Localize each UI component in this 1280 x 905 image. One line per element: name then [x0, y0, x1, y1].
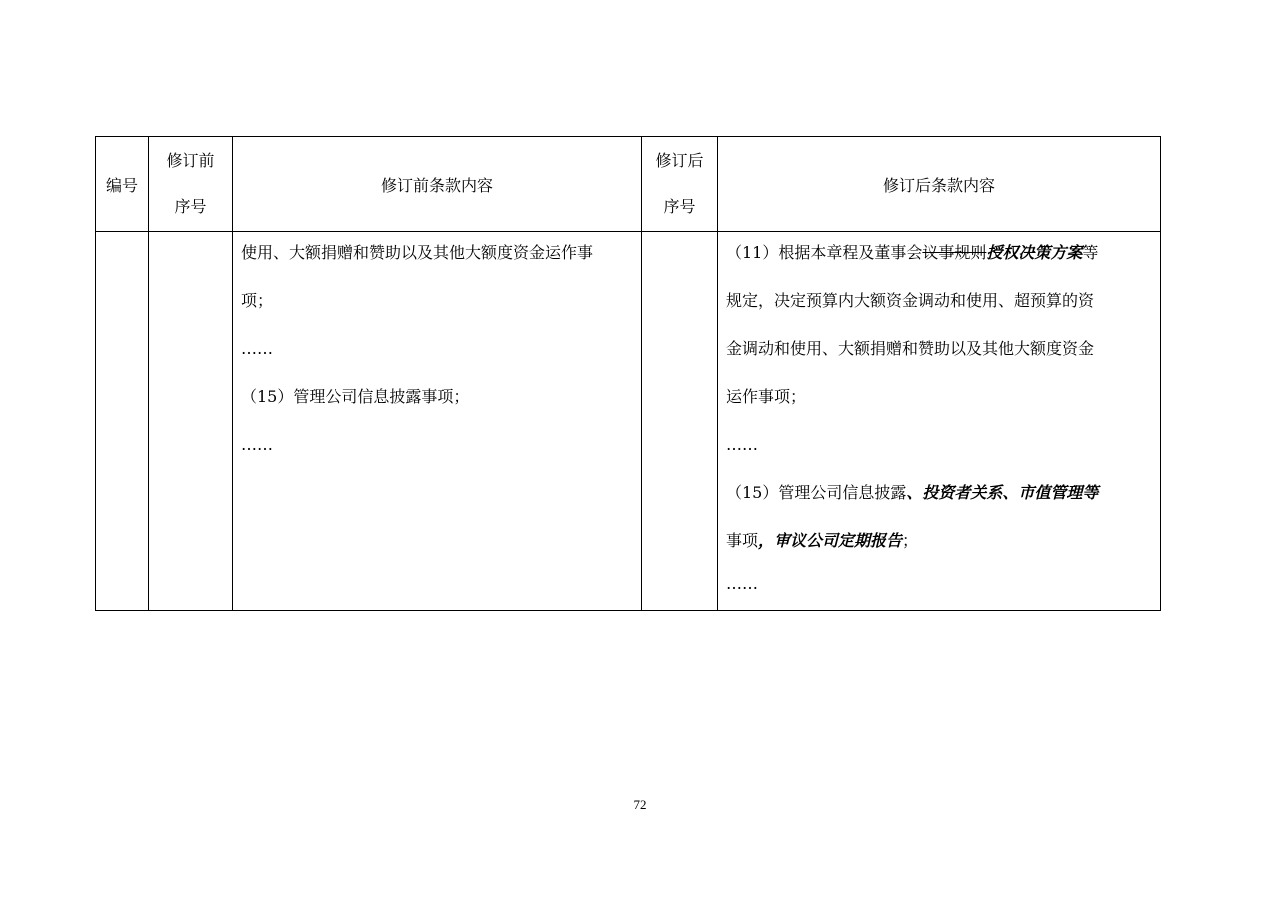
new-line-3: 金调动和使用、大额捐赠和赞助以及其他大额度资金: [726, 339, 1095, 358]
header-new-content: 修订后条款内容: [718, 137, 1161, 232]
cell-old-content: [233, 232, 642, 611]
old-line-1: 使用、大额捐赠和赞助以及其他大额度资金运作事: [241, 243, 594, 262]
new-item-11-prefix: （11）根据本章程及董事会: [726, 243, 923, 262]
header-old-seq-line2: 序号: [174, 197, 207, 216]
new-item-15-line2-prefix: 事项: [726, 531, 759, 550]
table-row: [96, 232, 1161, 611]
header-new-seq-line2: 序号: [663, 197, 696, 216]
new-item-15-suffix: ；: [902, 531, 919, 550]
header-new-seq: [642, 137, 718, 232]
new-line-2: 规定，决定预算内大额资金调动和使用、超预算的资: [726, 291, 1095, 310]
old-item-15: （15）管理公司信息披露事项；: [241, 387, 470, 406]
header-row: [96, 137, 1161, 232]
cell-new-seq: [642, 232, 718, 611]
cell-new-content: [718, 232, 1161, 611]
old-line-2: 项；: [241, 291, 274, 310]
old-ellipsis-1: ……: [241, 339, 273, 358]
inserted-text: 、投资者关系、市值管理等: [906, 483, 1099, 502]
new-item-11-line-1: [718, 229, 1160, 277]
revision-table: [95, 136, 1161, 611]
new-item-15-line-1: [718, 469, 1160, 517]
header-old-seq: [149, 137, 233, 232]
new-ellipsis-1: ……: [726, 435, 758, 454]
header-old-seq-line1: 修订前: [166, 151, 215, 170]
inserted-text: ，审议公司定期报告: [758, 531, 903, 550]
new-ellipsis-2: ……: [726, 574, 758, 593]
new-item-11-suffix: 等: [1082, 243, 1099, 262]
header-new-seq-line1: 修订后: [655, 151, 704, 170]
page-number: 72: [633, 797, 647, 812]
new-item-15-line-2: [718, 517, 1160, 565]
inserted-text: 授权决策方案: [986, 243, 1083, 262]
header-old-content: 修订前条款内容: [233, 137, 642, 232]
cell-number: [96, 232, 149, 611]
new-item-15-prefix: （15）管理公司信息披露: [726, 483, 907, 502]
old-ellipsis-2: ……: [241, 435, 273, 454]
cell-old-seq: [149, 232, 233, 611]
new-line-4: 运作事项；: [726, 387, 807, 406]
deleted-text: 议事规则: [922, 243, 987, 262]
header-number: 编号: [96, 137, 149, 232]
